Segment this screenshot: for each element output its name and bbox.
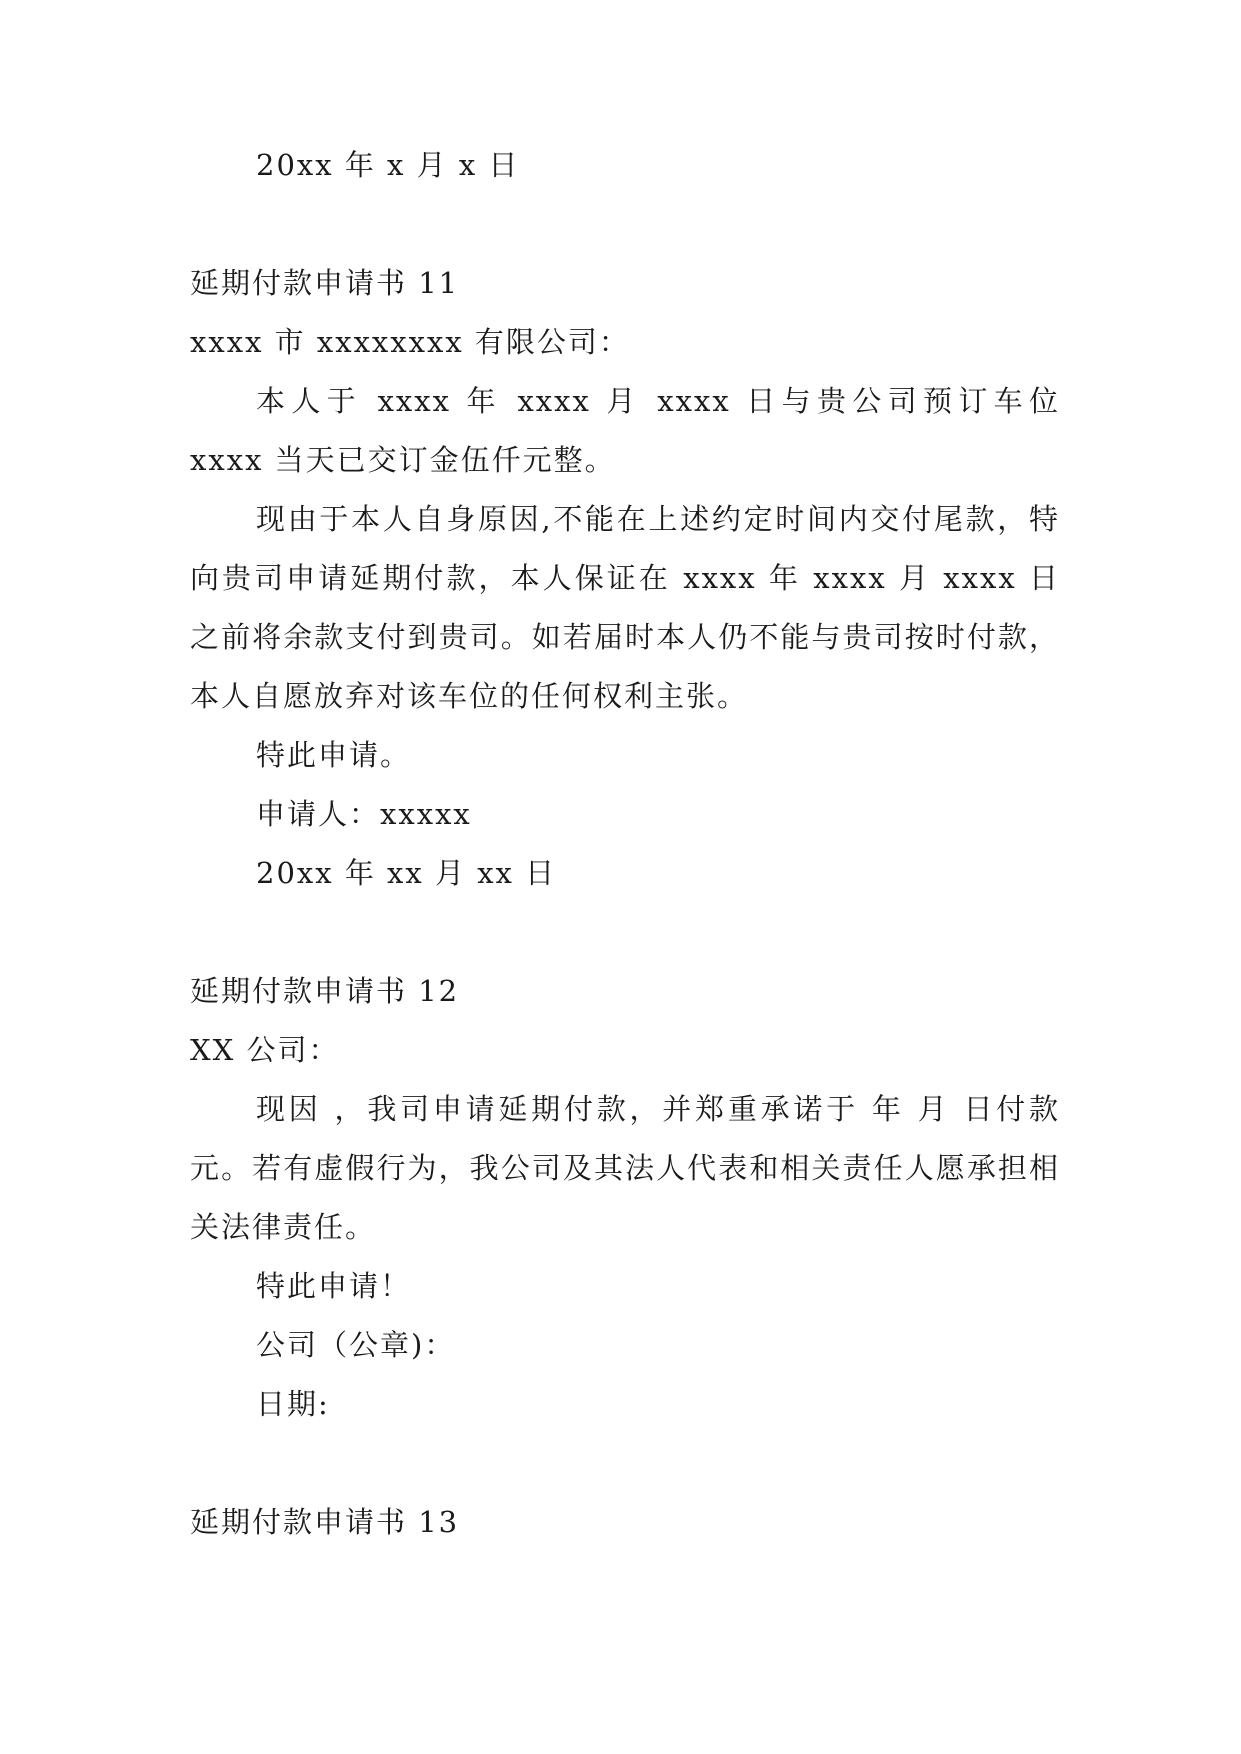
- letter-11-closing: 特此申请。: [256, 738, 412, 772]
- letter-13-heading: 延期付款申请书 13: [190, 1505, 460, 1539]
- section-gap: [190, 195, 1060, 254]
- letter-11-heading: 延期付款申请书 11: [190, 266, 460, 300]
- letter-12-company-seal: 公司（公章)：: [256, 1328, 456, 1362]
- letter-12-paragraph-1: 现因 ，我司申请延期付款，并郑重承诺于 年 月 日付款 元。若有虚假行为，我公司及其法人代表和相关责任人愿承担相关法律责任。: [190, 1092, 1060, 1244]
- letter-13: [190, 1493, 1060, 1552]
- letter-12-heading: 延期付款申请书 12: [190, 974, 460, 1008]
- letter-11-addressee: xxxx 市 xxxxxxxx 有限公司：: [190, 325, 630, 359]
- letter-11-date: 20xx 年 xx 月 xx 日: [256, 856, 557, 890]
- letter-11-paragraph-1: 本人于 xxxx 年 xxxx 月 xxxx 日与贵公司预订车位 xxxx 当天已交订金伍仟元整。: [190, 384, 1060, 477]
- letter-12-closing: 特此申请！: [256, 1269, 412, 1303]
- letter-12: [190, 962, 1060, 1434]
- letter-12-date: 日期:: [256, 1387, 330, 1421]
- letter-11-paragraph-2: 现由于本人自身原因,不能在上述约定时间内交付尾款，特向贵司申请延期付款，本人保证在 xxxx 年 xxxx 月 xxxx 日之前将余款支付到贵司。如若届时本人仍不能与贵司按时付款，本人自愿放弃对该车位的任何权利主张。: [190, 502, 1060, 713]
- letter-11-applicant: 申请人：xxxxx: [256, 797, 472, 831]
- prev-letter-date: 20xx 年 x 月 x 日: [256, 148, 520, 182]
- letter-12-addressee: XX 公司：: [190, 1033, 340, 1067]
- section-gap: [190, 903, 1060, 962]
- document-body: [190, 148, 1060, 1552]
- section-gap: [190, 1434, 1060, 1493]
- letter-11: [190, 254, 1060, 903]
